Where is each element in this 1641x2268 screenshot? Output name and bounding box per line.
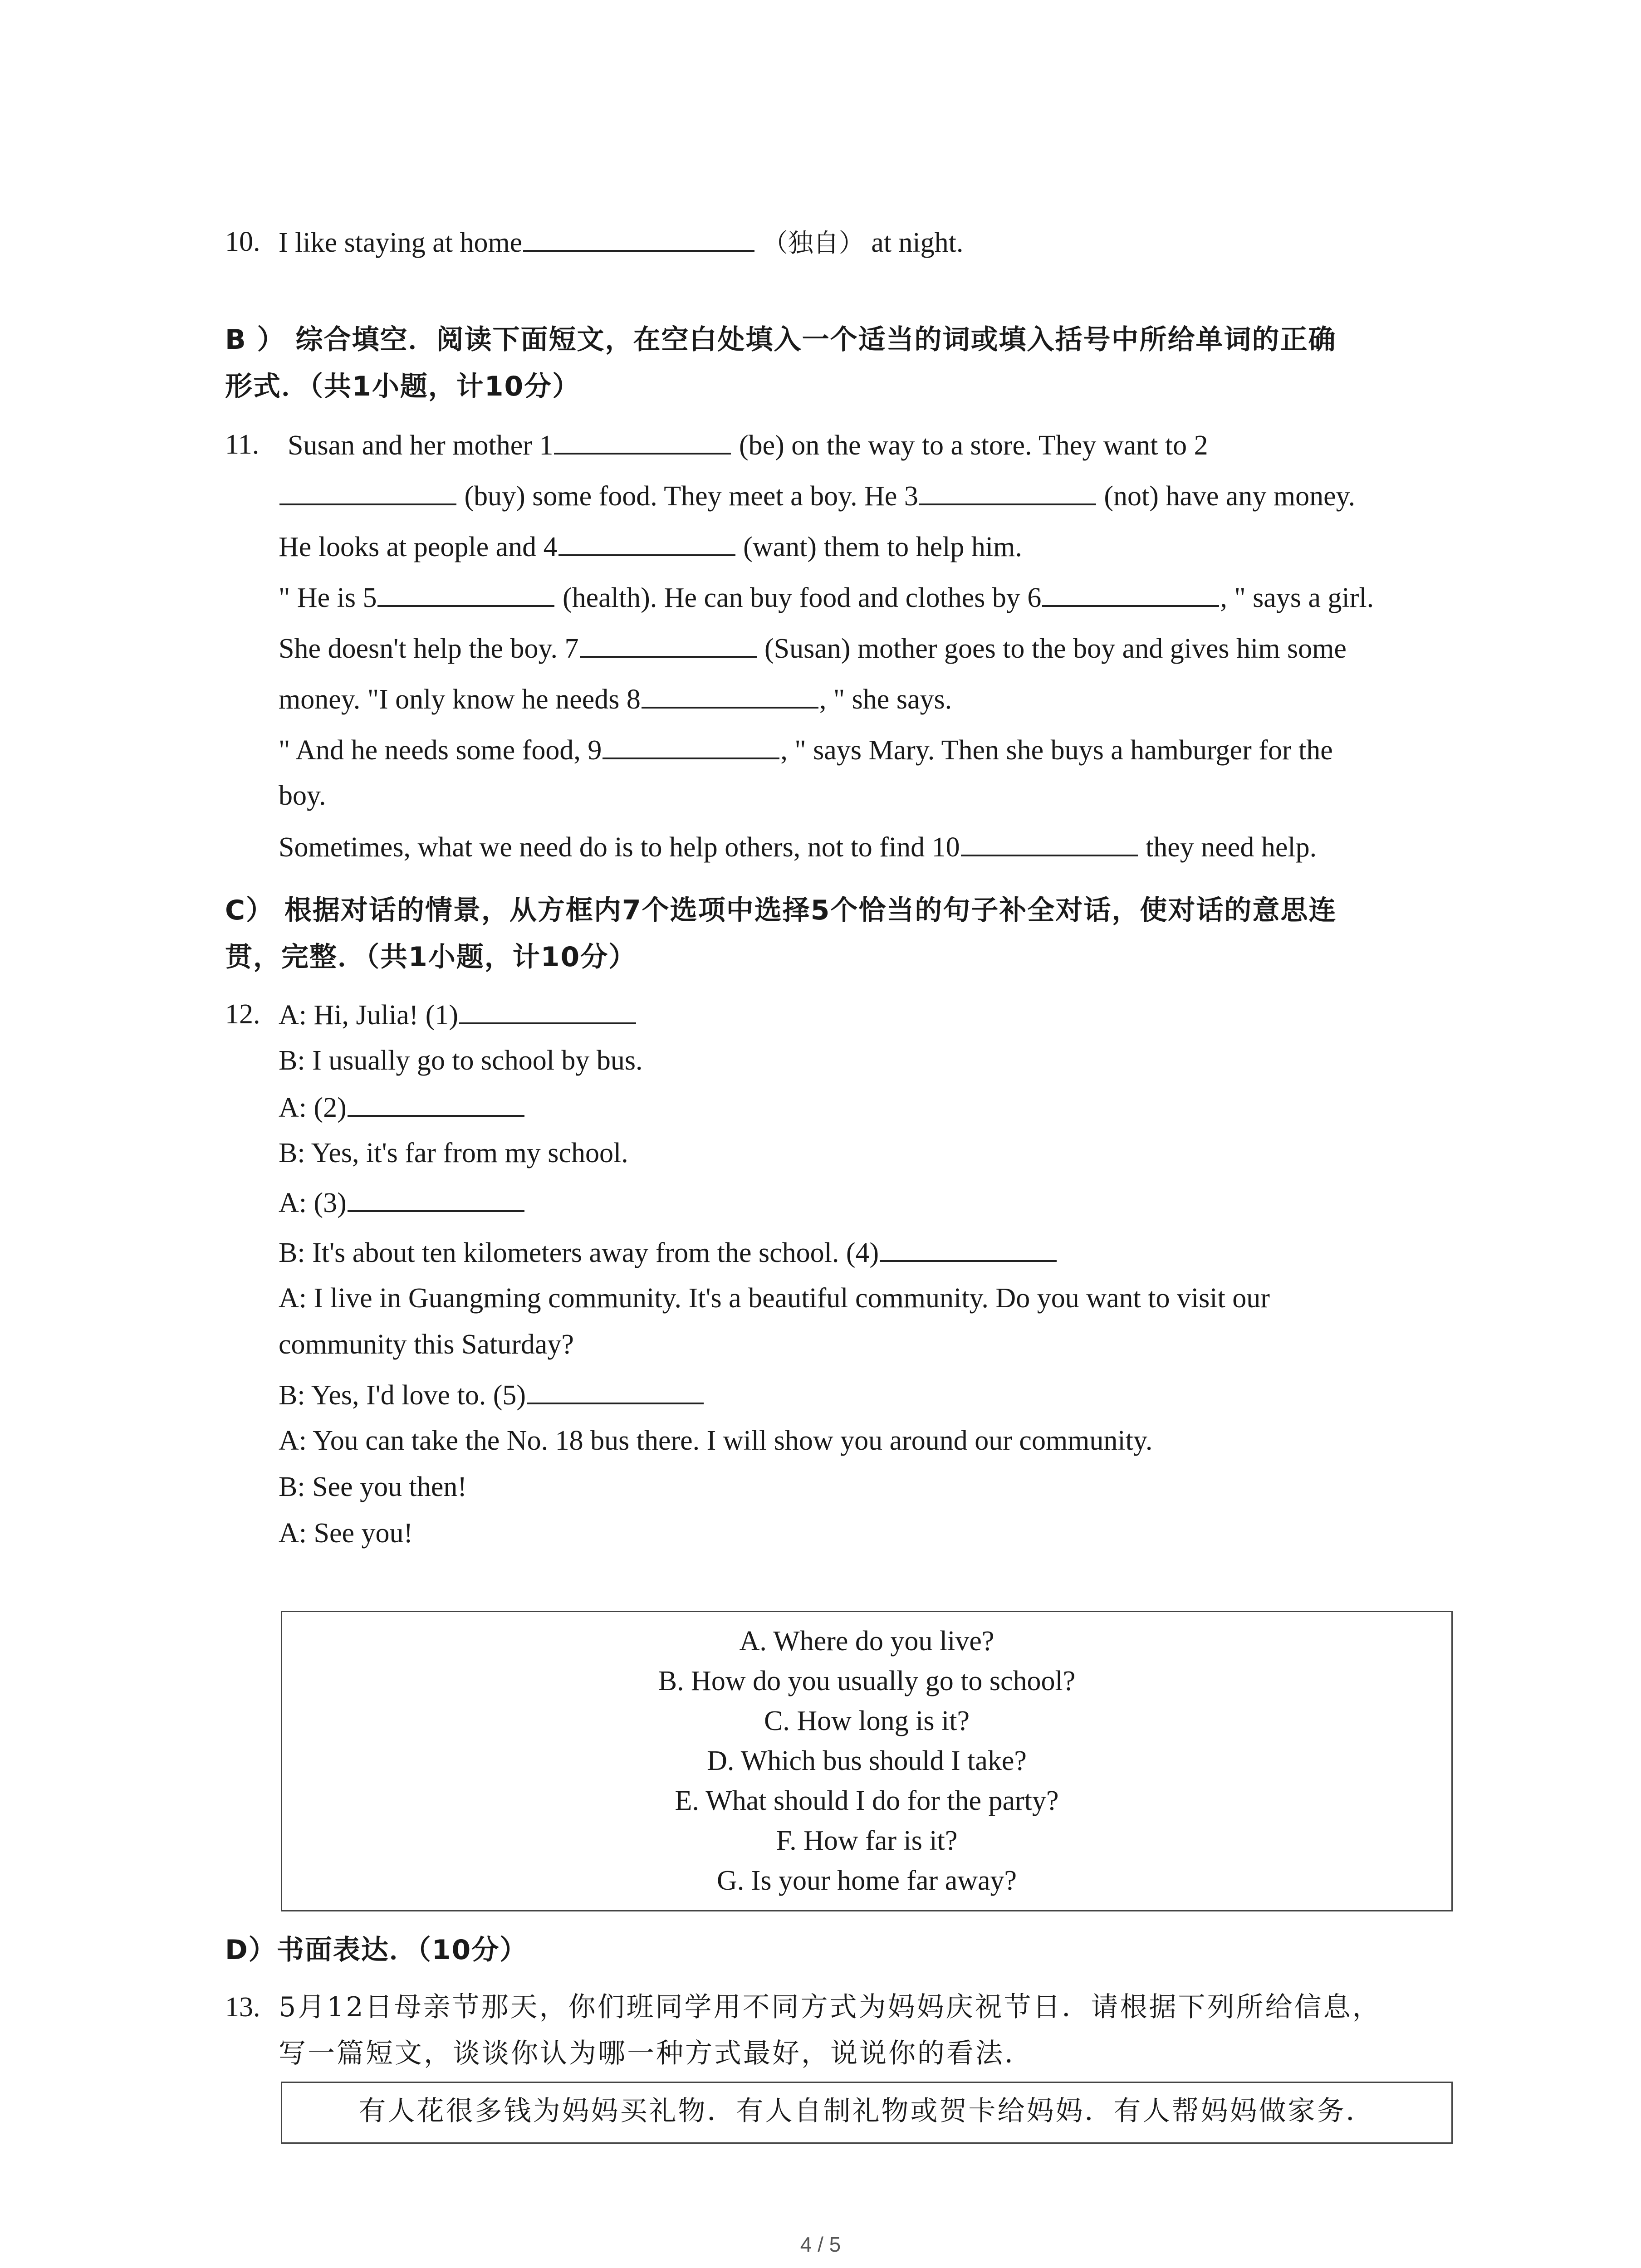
q11-text: Sometimes, what we need do is to help others, not to find 10	[279, 832, 960, 863]
q11-blank-5[interactable]	[377, 579, 554, 607]
q11-text: (health). He can buy food and clothes by 6	[562, 582, 1042, 613]
section-b-heading-line1: B ） 综合填空．阅读下面短文，在空白处填入一个适当的词或填入括号中所给单词的正确	[225, 324, 1337, 356]
q12-blank-3[interactable]	[348, 1184, 524, 1212]
q11-text: money. "I only know he needs 8	[279, 684, 641, 715]
option-b: B. How do you usually go to school?	[658, 1666, 1076, 1696]
q11-text: , " says Mary. Then she buys a hamburger for the	[780, 735, 1333, 766]
page-number: 4 / 5	[800, 2233, 841, 2256]
q11-text: (Susan) mother goes to the boy and gives him some	[764, 633, 1347, 664]
section-d-heading: D）书面表达．（10分）	[225, 1934, 528, 1966]
option-c: C. How long is it?	[764, 1706, 970, 1736]
question-10-number: 10.	[225, 226, 260, 257]
option-a: A. Where do you live?	[739, 1626, 994, 1657]
q12-text: B: Yes, I'd love to. (5)	[279, 1380, 526, 1411]
q11-line-4	[279, 579, 1374, 616]
q12-dialogue-line	[279, 1234, 1058, 1271]
q11-blank-10[interactable]	[961, 828, 1138, 856]
question-12-number: 12.	[225, 999, 260, 1030]
q12-blank-4[interactable]	[880, 1234, 1057, 1262]
q11-text: (be) on the way to a store. They want to 2	[739, 430, 1208, 461]
q12-dialogue-line	[279, 1376, 705, 1413]
section-b-heading-line2: 形式．（共1小题，计10分）	[225, 371, 581, 402]
q11-blank-8[interactable]	[642, 680, 818, 709]
q10-after: at night.	[871, 227, 964, 258]
q11-line-7	[279, 731, 1333, 768]
q11-blank-3[interactable]	[919, 477, 1096, 505]
option-e: E. What should I do for the party?	[675, 1785, 1059, 1816]
q11-line-2	[279, 477, 1355, 514]
q12-text: A: (3)	[279, 1188, 347, 1218]
q13-prompt-line2: 写一篇短文，谈谈你认为哪一种方式最好，说说你的看法．	[279, 2038, 1034, 2069]
q11-text: (want) them to help him.	[743, 532, 1022, 562]
q11-line-6	[279, 680, 952, 718]
q12-blank-5[interactable]	[527, 1376, 704, 1404]
q11-text: " And he needs some food, 9	[279, 735, 602, 766]
q12-dialogue-line: A: I live in Guangming community. It's a beautiful community. Do you want to visit our	[279, 1283, 1270, 1314]
q11-text: (not) have any money.	[1104, 481, 1356, 512]
q12-blank-2[interactable]	[348, 1089, 524, 1117]
q11-blank-1[interactable]	[554, 426, 731, 455]
q11-blank-7[interactable]	[580, 630, 757, 658]
section-c-heading-line2: 贯，完整．（共1小题，计10分）	[225, 941, 637, 973]
q12-text: B: It's about ten kilometers away from the school. (4)	[279, 1237, 879, 1268]
options-box	[281, 1611, 1453, 1911]
q10-blank[interactable]	[523, 224, 754, 252]
q11-text: Susan and her mother 1	[288, 430, 554, 461]
q12-text: A: (2)	[279, 1092, 347, 1123]
q11-text: He looks at people and 4	[279, 532, 558, 562]
q11-line-5	[279, 630, 1347, 667]
q11-line-8: boy.	[279, 780, 326, 811]
q12-dialogue-line: A: See you!	[279, 1518, 413, 1549]
question-10-text	[279, 224, 963, 262]
q12-dialogue-line	[279, 996, 637, 1033]
q12-dialogue-line	[279, 1089, 525, 1126]
q11-line-3	[279, 528, 1022, 565]
q11-text: they need help.	[1146, 832, 1317, 863]
q11-text: , " says a girl.	[1220, 582, 1374, 613]
question-13-number: 13.	[225, 1992, 260, 2023]
q13-info-box	[281, 2082, 1453, 2144]
q12-dialogue-line	[279, 1184, 525, 1221]
q11-line-9	[279, 828, 1317, 865]
q11-blank-9[interactable]	[603, 731, 779, 759]
q10-before: I like staying at home	[279, 227, 523, 258]
option-g: G. Is your home far away?	[716, 1865, 1017, 1896]
q12-dialogue-line: B: Yes, it's far from my school.	[279, 1138, 628, 1168]
q11-line-1	[288, 426, 1208, 464]
option-d: D. Which bus should I take?	[707, 1745, 1027, 1776]
q12-dialogue-line: A: You can take the No. 18 bus there. I will show you around our community.	[279, 1425, 1153, 1456]
section-c-heading-line1: C） 根据对话的情景，从方框内7个选项中选择5个恰当的句子补全对话，使对话的意思连	[225, 894, 1337, 926]
options-list	[282, 1621, 1451, 1901]
q12-blank-1[interactable]	[459, 996, 636, 1024]
q13-info-text: 有人花很多钱为妈妈买礼物．有人自制礼物或贺卡给妈妈．有人帮妈妈做家务．	[358, 2095, 1375, 2127]
q11-blank-4[interactable]	[558, 528, 735, 556]
q12-dialogue-line: B: See you then!	[279, 1471, 467, 1502]
q13-prompt-line1: 5月12日母亲节那天，你们班同学用不同方式为妈妈庆祝节日．请根据下列所给信息，	[279, 1991, 1381, 2023]
option-f: F. How far is it?	[776, 1825, 958, 1856]
q11-text: " He is 5	[279, 582, 377, 613]
q11-text: , " she says.	[819, 684, 952, 715]
q11-text: She doesn't help the boy. 7	[279, 633, 579, 664]
q11-blank-6[interactable]	[1042, 579, 1219, 607]
question-11-number: 11.	[225, 429, 260, 460]
q11-text: (buy) some food. They meet a boy. He 3	[464, 481, 918, 512]
q12-dialogue-line: B: I usually go to school by bus.	[279, 1045, 643, 1076]
q12-dialogue-line: community this Saturday?	[279, 1329, 574, 1360]
q11-blank-2[interactable]	[279, 477, 456, 505]
q12-text: A: Hi, Julia! (1)	[279, 1000, 459, 1031]
q10-hint: （独自）	[762, 229, 864, 258]
